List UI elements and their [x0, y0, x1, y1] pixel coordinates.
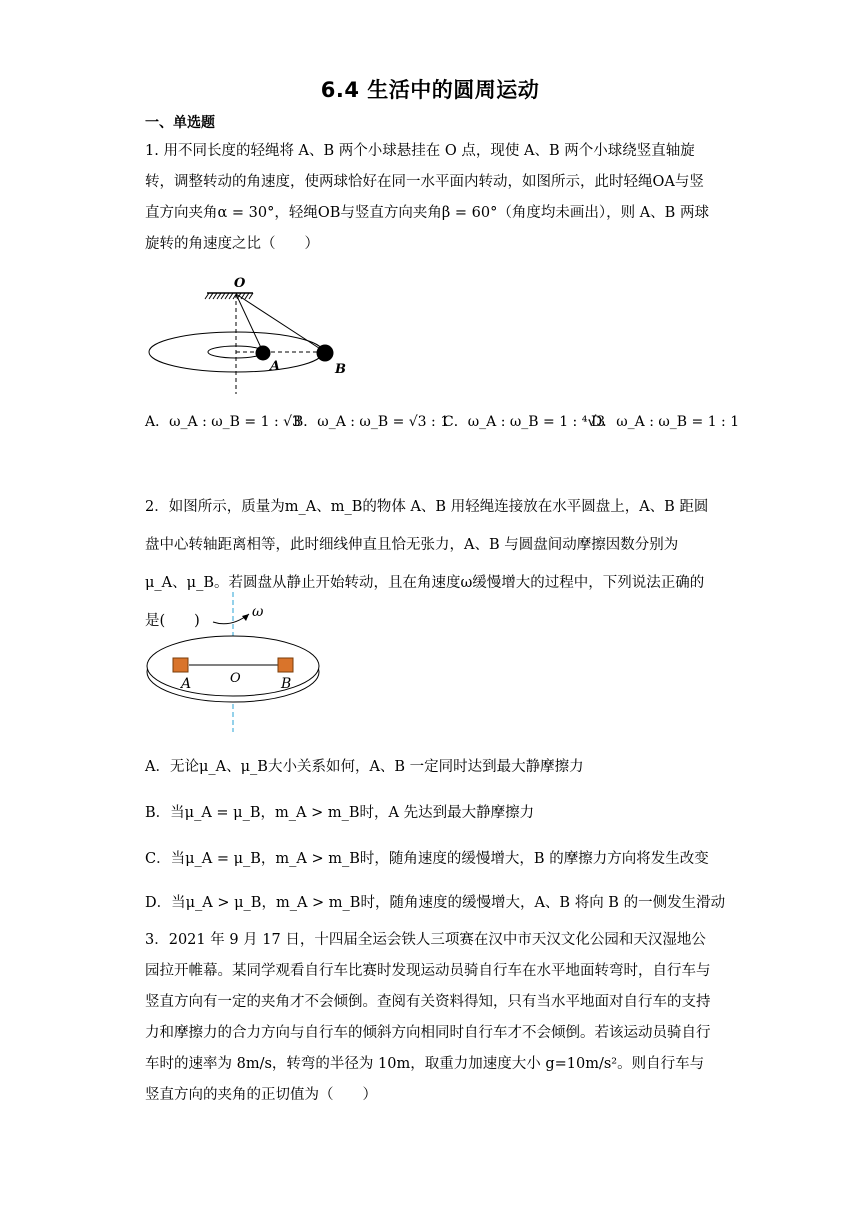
question-2-stem: 2．如图所示，质量为m_A、m_B的物体 A、B 用轻绳连接放在水平圆盘上，A、B 距圆盘中心转轴距离相等，此时细线伸直且恰无张力，A、B 与圆盘间动摩擦因数分别为μ_A、μ_B。若圆盘从静止开始转动，且在角速度ω缓慢增大的过程中，下列说法正确的是( ) [145, 499, 709, 629]
label-O: O [230, 671, 241, 686]
question-1-stem: 1. 用不同长度的轻绳将 A、B 两个小球悬挂在 O 点，现使 A、B 两个小球绕竖直轴旋转，调整转动的角速度，使两球恰好在同一水平面内转动，如图所示，此时轻绳OA与竖直方向夹角α = 30°，轻绳OB与竖直方向夹角β = 60°（角度均未画出），则 A、B 两球旋转的角速度之比（ ） [145, 143, 709, 252]
q1-option-b[interactable]: B．ω_A : ω_B = √3 : 1 [293, 414, 450, 430]
q2-option-b[interactable]: B．当μ_A = μ_B，m_A > m_B时，A 先达到最大静摩擦力 [145, 805, 535, 821]
question-2-figure [145, 592, 335, 737]
page-title: 6.4 生活中的圆周运动 [320, 78, 540, 102]
section-heading: 一、单选题 [145, 115, 215, 131]
question-3-stem: 3．2021 年 9 月 17 日，十四届全运会铁人三项赛在汉中市天汉文化公园和天汉湿地公园拉开帷幕。某同学观看自行车比赛时发现运动员骑自行车在水平地面转弯时，自行车与竖直方向有一定的夹角才不会倾倒。查阅有关资料得知，只有当水平地面对自行车的支持力和摩擦力的合力方向与自行车的倾斜方向相同时自行车才不会倾倒。若该运动员骑自行车时的速率为 8m/s，转弯的半径为 10m，取重力加速度大小 g=10m/s²。则自行车与竖直方向的夹角的正切值为（ ） [145, 932, 711, 1103]
ball-A [256, 346, 271, 361]
block-A [173, 658, 188, 672]
label-B: B [281, 676, 292, 692]
label-O: O [234, 276, 246, 291]
q2-option-c[interactable]: C．当μ_A = μ_B，m_A > m_B时，随角速度的缓慢增大，B 的摩擦力方向将发生改变 [145, 851, 709, 867]
block-B [278, 658, 293, 672]
ball-B [317, 345, 334, 362]
label-B: B [335, 362, 346, 377]
omega-arrow [213, 614, 249, 624]
q2-option-a[interactable]: A．无论μ_A、μ_B大小关系如何，A、B 一定同时达到最大静摩擦力 [145, 759, 584, 775]
q2-option-d[interactable]: D．当μ_A > μ_B，m_A > m_B时，随角速度的缓慢增大，A、B 将向 B 的一侧发生滑动 [145, 895, 726, 911]
q1-option-c[interactable]: C．ω_A : ω_B = 1 : ⁴√3 [443, 414, 606, 430]
q1-option-a[interactable]: A．ω_A : ω_B = 1 : √3 [145, 414, 301, 430]
label-A: A [270, 359, 281, 374]
label-A: A [181, 676, 192, 692]
label-omega: ω [252, 604, 264, 620]
q1-option-d[interactable]: D．ω_A : ω_B = 1 : 1 [591, 414, 740, 430]
ceiling-hatch [205, 293, 253, 299]
question-1-figure [145, 272, 365, 402]
